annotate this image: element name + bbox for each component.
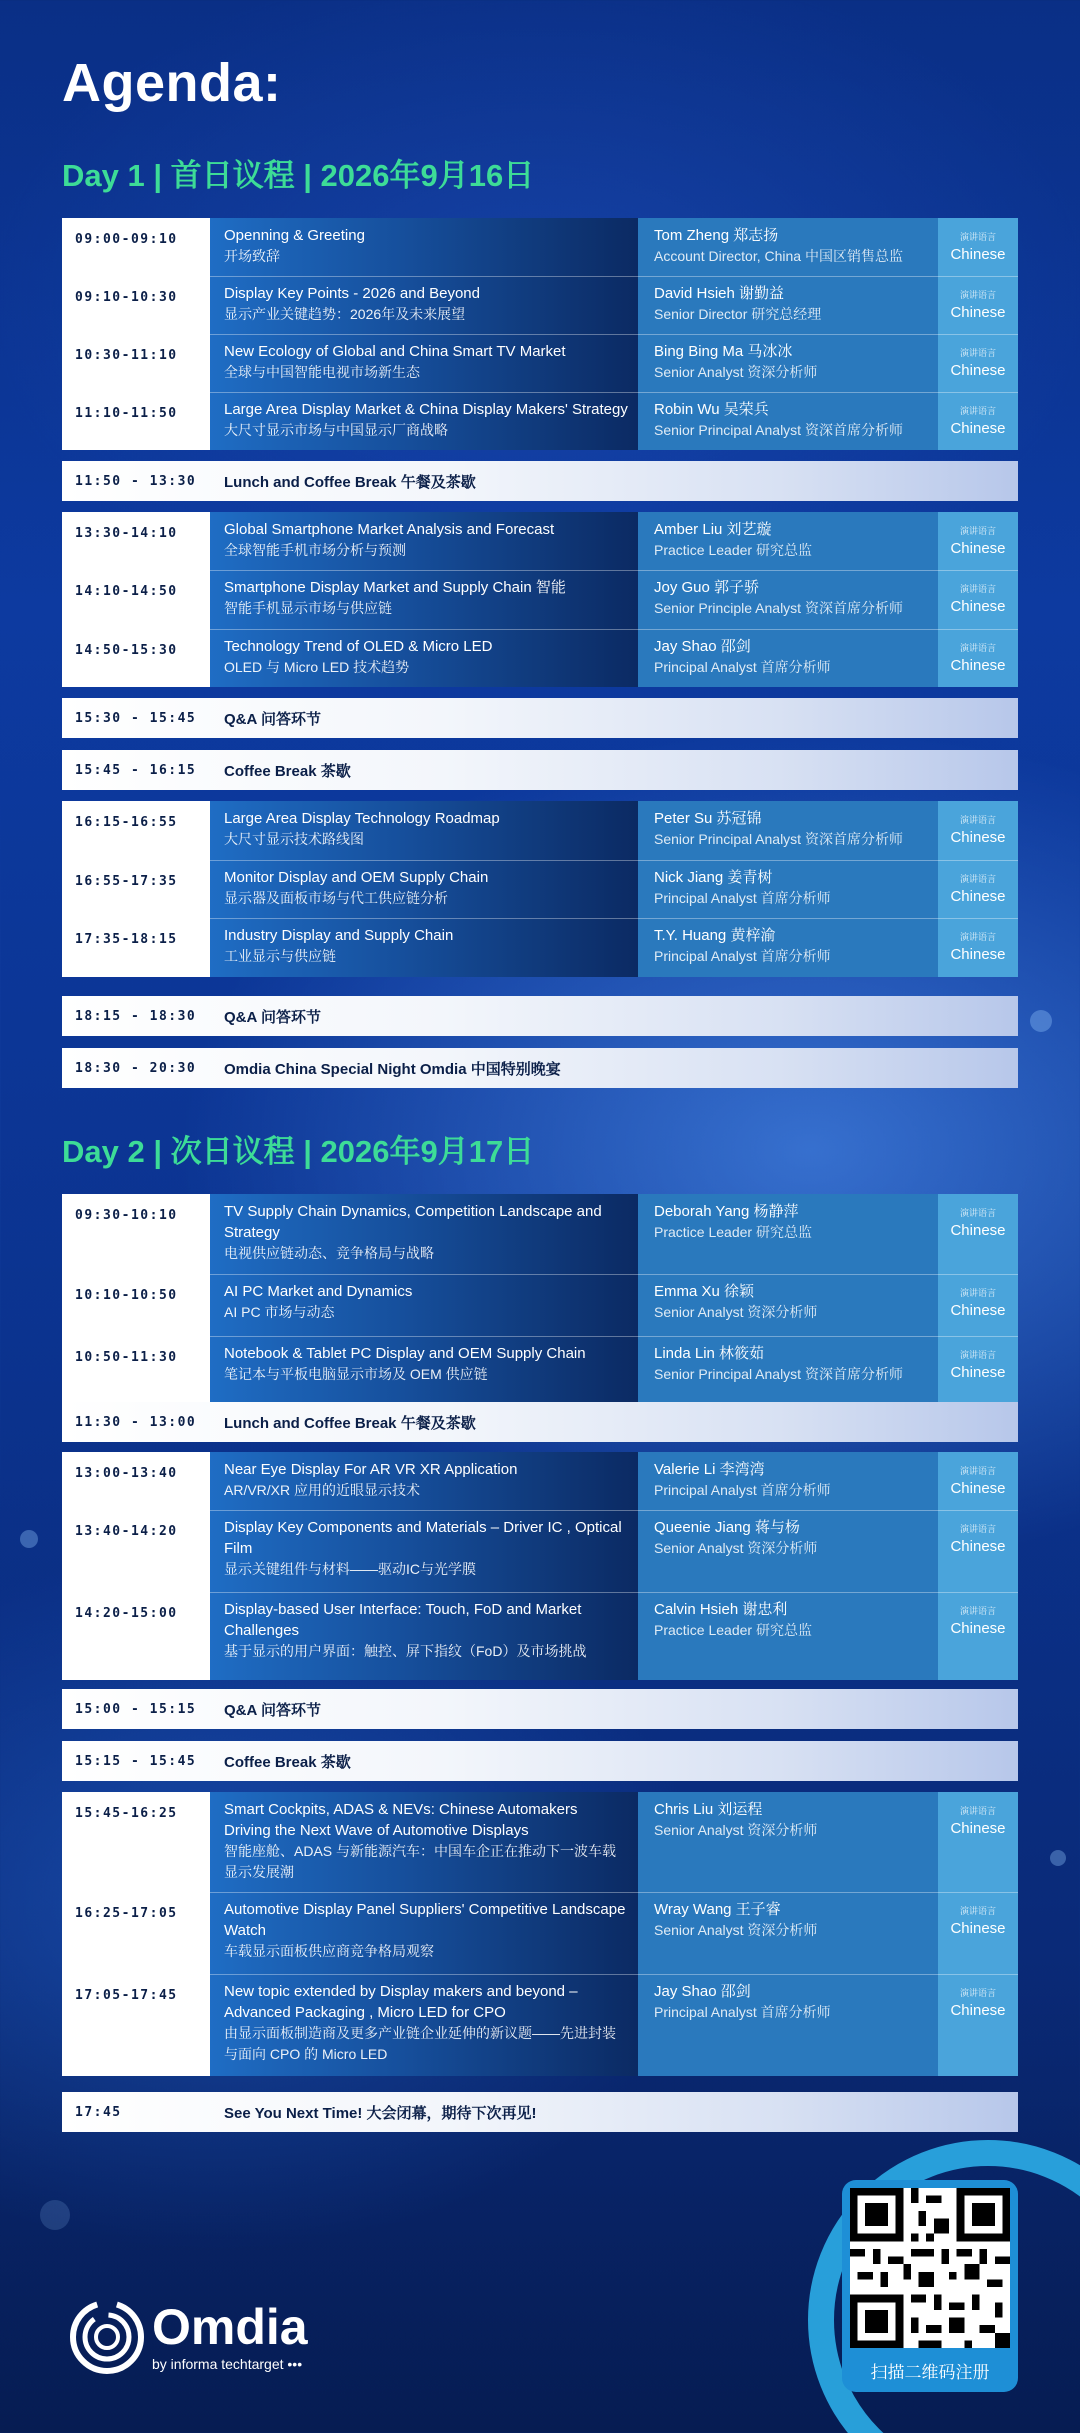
session-time: 09:30-10:10 [62, 1194, 210, 1274]
break-label: Coffee Break 茶歇 [224, 1753, 351, 1771]
row-divider [62, 1974, 1018, 1975]
topic-cn: 开场致辞 [224, 248, 280, 264]
session-language [938, 1792, 1018, 1892]
session-time: 13:00-13:40 [62, 1452, 210, 1510]
session-time: 16:15-16:55 [62, 801, 210, 860]
agenda-row[interactable] [62, 1974, 1018, 2076]
topic-cn: 基于显示的用户界面：触控、屏下指纹（FoD）及市场挑战 [224, 1643, 587, 1659]
agenda-row[interactable] [62, 918, 1018, 977]
speaker-name: T.Y. Huang 黄梓渝 [654, 927, 776, 944]
topic-cn: 显示器及面板市场与代工供应链分析 [224, 890, 448, 906]
agenda-row[interactable] [62, 334, 1018, 392]
session-speaker [638, 334, 938, 392]
row-divider [62, 1336, 1018, 1337]
speaker-role: Account Director, China 中国区销售总监 [654, 248, 903, 264]
topic-en: Display Key Points - 2026 and Beyond [224, 285, 480, 302]
session-topic [210, 1510, 638, 1592]
speaker-name: Emma Xu 徐颖 [654, 1283, 755, 1300]
speaker-name: Calvin Hsieh 谢忠利 [654, 1601, 788, 1618]
night-label: Omdia China Special Night Omdia 中国特别晚宴 [224, 1060, 561, 1078]
language-value: Chinese [950, 1538, 1006, 1555]
brand-tagline: by informa techtarget ••• [152, 2356, 303, 2372]
language-value: Chinese [950, 1620, 1006, 1637]
session-topic [210, 276, 638, 334]
session-speaker [638, 1892, 938, 1974]
session-topic [210, 629, 638, 687]
speaker-name: David Hsieh 谢勤益 [654, 285, 785, 302]
session-topic [210, 334, 638, 392]
session-time: 11:10-11:50 [62, 392, 210, 450]
speaker-name: Nick Jiang 姜青树 [654, 869, 773, 886]
qa-bar [62, 996, 1018, 1036]
session-language [938, 1336, 1018, 1407]
session-speaker [638, 1592, 938, 1680]
language-value: Chinese [950, 946, 1006, 963]
topic-cn: 工业显示与供应链 [224, 948, 336, 964]
session-time: 10:50-11:30 [62, 1336, 210, 1407]
session-speaker [638, 218, 938, 276]
topic-cn: OLED 与 Micro LED 技术趋势 [224, 659, 410, 675]
qa-time: 15:30 - 15:45 [75, 710, 197, 726]
speaker-name: Chris Liu 刘运程 [654, 1801, 763, 1818]
topic-en: Display Key Components and Materials – Driver IC , Optical Film [224, 1519, 622, 1557]
session-topic [210, 1592, 638, 1680]
agenda-row[interactable] [62, 512, 1018, 570]
day1-session-block-a [62, 218, 1018, 450]
session-time: 10:10-10:50 [62, 1274, 210, 1336]
language-value: Chinese [950, 1364, 1006, 1381]
qr-label: 扫描二维码注册 [870, 2363, 990, 2382]
agenda-row[interactable] [62, 1592, 1018, 1680]
day2-session-block-b [62, 1452, 1018, 1680]
agenda-row[interactable] [62, 276, 1018, 334]
row-divider [62, 1892, 1018, 1893]
session-topic [210, 392, 638, 450]
session-speaker [638, 1194, 938, 1274]
session-language [938, 1592, 1018, 1680]
bokeh-dot [1030, 1010, 1052, 1032]
bokeh-dot [1050, 1850, 1066, 1866]
break-bar [62, 1741, 1018, 1781]
session-language [938, 1974, 1018, 2076]
topic-en: New topic extended by Display makers and beyond – Advanced Packaging , Micro LED for CPO [224, 1983, 578, 2021]
session-time: 14:20-15:00 [62, 1592, 210, 1680]
topic-cn: 笔记本与平板电脑显示市场及 OEM 供应链 [224, 1366, 488, 1382]
topic-cn: 大尺寸显示市场与中国显示厂商战略 [224, 422, 448, 438]
session-topic [210, 218, 638, 276]
session-time: 17:35-18:15 [62, 918, 210, 977]
speaker-role: Senior Principal Analyst 资深首席分析师 [654, 831, 903, 847]
session-time: 16:25-17:05 [62, 1892, 210, 1974]
speaker-name: Joy Guo 郭子骄 [654, 579, 760, 596]
speaker-name: Peter Su 苏冠锦 [654, 810, 762, 827]
speaker-name: Linda Lin 林筱茹 [654, 1345, 765, 1362]
topic-cn: 电视供应链动态、竞争格局与战略 [224, 1245, 434, 1261]
language-tag: 演讲语言 [959, 290, 996, 300]
row-divider [62, 860, 1018, 861]
speaker-name: Valerie Li 李湾湾 [654, 1461, 765, 1478]
topic-en: Notebook & Tablet PC Display and OEM Supply Chain [224, 1345, 586, 1362]
session-language [938, 1892, 1018, 1974]
language-value: Chinese [950, 2002, 1006, 2019]
session-topic [210, 1274, 638, 1336]
session-time: 09:10-10:30 [62, 276, 210, 334]
topic-cn: 显示关键组件与材料——驱动IC与光学膜 [224, 1561, 476, 1577]
language-value: Chinese [950, 1820, 1006, 1837]
closing-label: See You Next Time! 大会闭幕，期待下次再见! [224, 2104, 537, 2122]
session-topic [210, 1892, 638, 1974]
topic-cn: 智能座舱、ADAS 与新能源汽车：中国车企正在推动下一波车载显示发展潮 [224, 1843, 617, 1880]
speaker-role: Senior Principal Analyst 资深首席分析师 [654, 422, 903, 438]
session-speaker [638, 860, 938, 918]
topic-en: Openning & Greeting [224, 227, 365, 244]
speaker-name: Queenie Jiang 蒋与杨 [654, 1519, 800, 1536]
language-value: Chinese [950, 1302, 1006, 1319]
agenda-row[interactable] [62, 1194, 1018, 1274]
language-tag: 演讲语言 [959, 1524, 996, 1534]
language-tag: 演讲语言 [959, 526, 996, 536]
language-value: Chinese [950, 657, 1006, 674]
agenda-row[interactable] [62, 860, 1018, 918]
session-language [938, 334, 1018, 392]
speaker-role: Senior Analyst 资深分析师 [654, 1540, 818, 1556]
agenda-row[interactable] [62, 1892, 1018, 1974]
speaker-role: Senior Analyst 资深分析师 [654, 1922, 818, 1938]
topic-en: Industry Display and Supply Chain [224, 927, 454, 944]
session-time: 09:00-09:10 [62, 218, 210, 276]
topic-en: Smartphone Display Market and Supply Chain 智能 [224, 579, 566, 596]
qa-label: Q&A 问答环节 [224, 710, 321, 728]
session-speaker [638, 1792, 938, 1892]
topic-cn: 车载显示面板供应商竞争格局观察 [224, 1943, 434, 1959]
bokeh-dot [40, 2200, 70, 2230]
row-divider [62, 1510, 1018, 1511]
topic-en: Near Eye Display For AR VR XR Application [224, 1461, 518, 1478]
session-language [938, 392, 1018, 450]
language-tag: 演讲语言 [959, 348, 996, 358]
speaker-name: Jay Shao 邵剑 [654, 1983, 751, 2000]
language-value: Chinese [950, 540, 1006, 557]
speaker-role: Principal Analyst 首席分析师 [654, 890, 831, 906]
language-tag: 演讲语言 [959, 232, 996, 242]
session-topic [210, 1452, 638, 1510]
topic-en: Large Area Display Technology Roadmap [224, 810, 500, 827]
topic-cn: 智能手机显示市场与供应链 [224, 600, 392, 616]
language-tag: 演讲语言 [959, 1806, 996, 1816]
language-tag: 演讲语言 [959, 1466, 996, 1476]
agenda-row[interactable] [62, 1510, 1018, 1592]
topic-cn: 全球与中国智能电视市场新生态 [224, 364, 420, 380]
session-speaker [638, 276, 938, 334]
row-divider [62, 629, 1018, 630]
qa-bar [62, 698, 1018, 738]
language-value: Chinese [950, 829, 1006, 846]
language-value: Chinese [950, 598, 1006, 615]
language-value: Chinese [950, 1222, 1006, 1239]
speaker-name: Bing Bing Ma 马冰冰 [654, 343, 793, 360]
language-value: Chinese [950, 888, 1006, 905]
day2-session-block-a [62, 1194, 1018, 1407]
topic-cn: AR/VR/XR 应用的近眼显示技术 [224, 1482, 421, 1498]
language-value: Chinese [950, 362, 1006, 379]
agenda-row[interactable] [62, 1274, 1018, 1336]
omdia-logo-icon [68, 2298, 146, 2376]
session-language [938, 218, 1018, 276]
speaker-name: Amber Liu 刘艺璇 [654, 521, 772, 538]
session-time: 17:05-17:45 [62, 1974, 210, 2076]
session-speaker [638, 1336, 938, 1407]
session-topic [210, 570, 638, 629]
session-speaker [638, 1274, 938, 1336]
agenda-row[interactable] [62, 629, 1018, 687]
speaker-name: Robin Wu 吴荣兵 [654, 401, 769, 418]
session-speaker [638, 570, 938, 629]
break-bar [62, 750, 1018, 790]
speaker-name: Jay Shao 邵剑 [654, 638, 751, 655]
speaker-role: Senior Principle Analyst 资深首席分析师 [654, 600, 903, 616]
agenda-row[interactable] [62, 392, 1018, 450]
topic-cn: 大尺寸显示技术路线图 [224, 831, 364, 847]
language-tag: 演讲语言 [959, 1606, 996, 1616]
session-language [938, 1274, 1018, 1336]
topic-en: Smart Cockpits, ADAS & NEVs: Chinese Automakers Driving the Next Wave of Automotive Displays [224, 1801, 578, 1839]
speaker-role: Senior Principal Analyst 资深首席分析师 [654, 1366, 903, 1382]
speaker-role: Senior Analyst 资深分析师 [654, 1822, 818, 1838]
break-time: 11:30 - 13:00 [75, 1414, 197, 1430]
session-language [938, 629, 1018, 687]
session-time: 10:30-11:10 [62, 334, 210, 392]
session-topic [210, 918, 638, 977]
topic-cn: 显示产业关键趋势：2026年及未来展望 [224, 306, 466, 322]
qa-label: Q&A 问答环节 [224, 1701, 321, 1719]
day2-heading: Day 2 | 次日议程 | 2026年9月17日 [62, 1134, 535, 1169]
session-language [938, 512, 1018, 570]
language-tag: 演讲语言 [959, 1208, 996, 1218]
session-speaker [638, 629, 938, 687]
topic-cn: AI PC 市场与动态 [224, 1304, 335, 1320]
qa-bar [62, 1689, 1018, 1729]
language-value: Chinese [950, 1920, 1006, 1937]
speaker-role: Practice Leader 研究总监 [654, 542, 812, 558]
topic-en: Display-based User Interface: Touch, FoD and Market Challenges [224, 1601, 582, 1639]
language-tag: 演讲语言 [959, 406, 996, 416]
row-divider [62, 276, 1018, 277]
session-time: 14:50-15:30 [62, 629, 210, 687]
language-tag: 演讲语言 [959, 1288, 996, 1298]
session-speaker [638, 1452, 938, 1510]
omdia-logo [68, 2298, 308, 2376]
speaker-name: Deborah Yang 杨静萍 [654, 1203, 799, 1220]
session-topic [210, 860, 638, 918]
agenda-row[interactable] [62, 1452, 1018, 1510]
language-value: Chinese [950, 304, 1006, 321]
session-speaker [638, 918, 938, 977]
topic-en: Large Area Display Market & China Display Makers' Strategy [224, 401, 628, 418]
bokeh-dot [20, 1530, 38, 1548]
session-language [938, 1194, 1018, 1274]
session-time: 16:55-17:35 [62, 860, 210, 918]
session-speaker [638, 512, 938, 570]
brand-name: Omdia [152, 2299, 308, 2355]
speaker-role: Senior Analyst 资深分析师 [654, 1304, 818, 1320]
language-tag: 演讲语言 [959, 815, 996, 825]
language-tag: 演讲语言 [959, 584, 996, 594]
language-tag: 演讲语言 [959, 1906, 996, 1916]
session-language [938, 570, 1018, 629]
agenda-row[interactable] [62, 1336, 1018, 1407]
topic-en: Automotive Display Panel Suppliers' Competitive Landscape Watch [224, 1901, 626, 1939]
break-label: Lunch and Coffee Break 午餐及茶歇 [224, 473, 476, 491]
session-time: 13:40-14:20 [62, 1510, 210, 1592]
row-divider [62, 1592, 1018, 1593]
break-time: 15:45 - 16:15 [75, 762, 197, 778]
row-divider [62, 570, 1018, 571]
session-language [938, 1452, 1018, 1510]
session-time: 15:45-16:25 [62, 1792, 210, 1892]
closing-time: 17:45 [75, 2104, 122, 2120]
break-bar [62, 1402, 1018, 1442]
day2-session-block-c [62, 1792, 1018, 2076]
break-time: 15:15 - 15:45 [75, 1753, 197, 1769]
language-tag: 演讲语言 [959, 932, 996, 942]
break-time: 11:50 - 13:30 [75, 473, 197, 489]
speaker-name: Wray Wang 王子睿 [654, 1901, 781, 1918]
speaker-role: Senior Director 研究总经理 [654, 306, 822, 322]
page-title: Agenda: [62, 53, 282, 113]
language-value: Chinese [950, 246, 1006, 263]
topic-en: TV Supply Chain Dynamics, Competition Landscape and Strategy [224, 1203, 602, 1241]
row-divider [62, 918, 1018, 919]
qa-time: 18:15 - 18:30 [75, 1008, 197, 1024]
language-tag: 演讲语言 [959, 874, 996, 884]
session-language [938, 918, 1018, 977]
session-language [938, 276, 1018, 334]
session-topic [210, 801, 638, 860]
topic-cn: 由显示面板制造商及更多产业链企业延伸的新议题——先进封装与面向 CPO 的 Micro LED [224, 2025, 616, 2062]
speaker-role: Senior Analyst 资深分析师 [654, 364, 818, 380]
session-speaker [638, 1974, 938, 2076]
break-bar [62, 461, 1018, 501]
speaker-name: Tom Zheng 郑志扬 [654, 227, 779, 244]
session-topic [210, 1336, 638, 1407]
qr-code-icon[interactable] [850, 2188, 1010, 2348]
session-topic [210, 1974, 638, 2076]
day1-heading: Day 1 | 首日议程 | 2026年9月16日 [62, 158, 535, 193]
language-value: Chinese [950, 1480, 1006, 1497]
agenda-row[interactable] [62, 570, 1018, 629]
qa-time: 15:00 - 15:15 [75, 1701, 197, 1717]
speaker-role: Practice Leader 研究总监 [654, 1622, 812, 1638]
session-language [938, 801, 1018, 860]
speaker-role: Principal Analyst 首席分析师 [654, 1482, 831, 1498]
session-speaker [638, 392, 938, 450]
row-divider [62, 1274, 1018, 1275]
speaker-role: Principal Analyst 首席分析师 [654, 659, 831, 675]
language-tag: 演讲语言 [959, 1988, 996, 1998]
topic-en: New Ecology of Global and China Smart TV Market [224, 343, 566, 360]
night-time: 18:30 - 20:30 [75, 1060, 197, 1076]
closing-bar [62, 2092, 1018, 2132]
language-tag: 演讲语言 [959, 643, 996, 653]
session-topic [210, 1792, 638, 1892]
registration-qr-card[interactable] [842, 2180, 1018, 2392]
topic-en: AI PC Market and Dynamics [224, 1283, 413, 1300]
break-label: Coffee Break 茶歇 [224, 762, 351, 780]
row-divider [62, 392, 1018, 393]
topic-en: Global Smartphone Market Analysis and Forecast [224, 521, 555, 538]
session-language [938, 860, 1018, 918]
special-night-bar [62, 1048, 1018, 1088]
break-label: Lunch and Coffee Break 午餐及茶歇 [224, 1414, 476, 1432]
session-language [938, 1510, 1018, 1592]
row-divider [62, 334, 1018, 335]
omdia-wordmark [152, 2299, 308, 2372]
speaker-role: Principal Analyst 首席分析师 [654, 948, 831, 964]
speaker-role: Principal Analyst 首席分析师 [654, 2004, 831, 2020]
speaker-role: Practice Leader 研究总监 [654, 1224, 812, 1240]
qa-label: Q&A 问答环节 [224, 1008, 321, 1026]
day1-session-block-b [62, 512, 1018, 687]
session-speaker [638, 801, 938, 860]
topic-en: Technology Trend of OLED & Micro LED [224, 638, 493, 655]
session-time: 13:30-14:10 [62, 512, 210, 570]
language-tag: 演讲语言 [959, 1350, 996, 1360]
session-topic [210, 512, 638, 570]
session-speaker [638, 1510, 938, 1592]
day1-session-block-c [62, 801, 1018, 977]
agenda-row[interactable] [62, 801, 1018, 860]
agenda-row[interactable] [62, 1792, 1018, 1892]
session-time: 14:10-14:50 [62, 570, 210, 629]
agenda-row[interactable] [62, 218, 1018, 276]
session-topic [210, 1194, 638, 1274]
topic-cn: 全球智能手机市场分析与预测 [224, 542, 406, 558]
topic-en: Monitor Display and OEM Supply Chain [224, 869, 489, 886]
language-value: Chinese [950, 420, 1006, 437]
